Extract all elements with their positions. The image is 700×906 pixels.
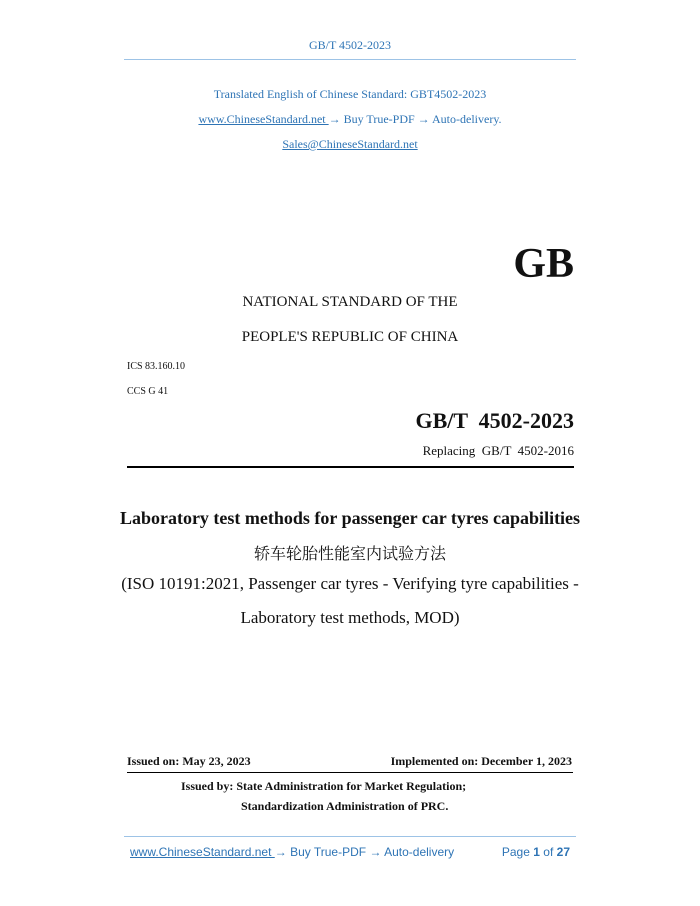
email-line <box>0 137 700 152</box>
dates-divider <box>127 772 573 773</box>
iso-reference-line1: (ISO 10191:2021, Passenger car tyres - Verifying tyre capabilities - <box>121 574 579 593</box>
implemented-on: Implemented on: December 1, 2023 <box>390 754 572 768</box>
header-standard-code: GB/T 4502-2023 <box>308 38 392 52</box>
issued-by-line1: Issued by: State Administration for Market Regulation; <box>181 779 467 793</box>
page-current: 1 <box>533 845 540 859</box>
gb-logo: GB <box>513 241 574 287</box>
footer-divider <box>124 836 576 837</box>
page-indicator <box>502 845 570 859</box>
page-label: Page <box>501 845 530 859</box>
page-total: 27 <box>556 845 570 859</box>
standard-divider <box>127 466 574 468</box>
translated-note: Translated English of Chinese Standard: GBT4502-2023 <box>213 87 487 101</box>
title-chinese: 轿车轮胎性能室内试验方法 <box>253 546 446 563</box>
page-of: of <box>543 845 554 859</box>
issued-on: Issued on: May 23, 2023 <box>127 754 251 768</box>
promo-line <box>0 112 700 127</box>
footer-promo <box>130 845 454 859</box>
site-link[interactable]: www.ChineseStandard.net <box>198 112 329 126</box>
standard-number: GB/T 4502-2023 <box>415 408 574 433</box>
buy-text: → Buy True-PDF → Auto-delivery. <box>328 112 502 126</box>
national-standard-line1: NATIONAL STANDARD OF THE <box>242 294 458 310</box>
footer-site-link[interactable]: www.ChineseStandard.net <box>130 845 275 859</box>
iso-reference-line2: Laboratory test methods, MOD) <box>240 608 460 627</box>
national-standard-line2: PEOPLE'S REPUBLIC OF CHINA <box>241 329 459 345</box>
ics-code: ICS 83.160.10 <box>127 361 186 372</box>
footer-buy-text: → Buy True-PDF → Auto-delivery <box>274 845 455 859</box>
header-divider <box>124 59 576 60</box>
ccs-code: CCS G 41 <box>127 386 169 397</box>
email-link[interactable]: Sales@ChineseStandard.net <box>282 137 418 151</box>
title-english: Laboratory test methods for passenger car tyres capabilities <box>119 508 581 528</box>
replacing-note: Replacing GB/T 4502-2016 <box>422 443 574 458</box>
issued-by-line2: Standardization Administration of PRC. <box>241 799 449 813</box>
